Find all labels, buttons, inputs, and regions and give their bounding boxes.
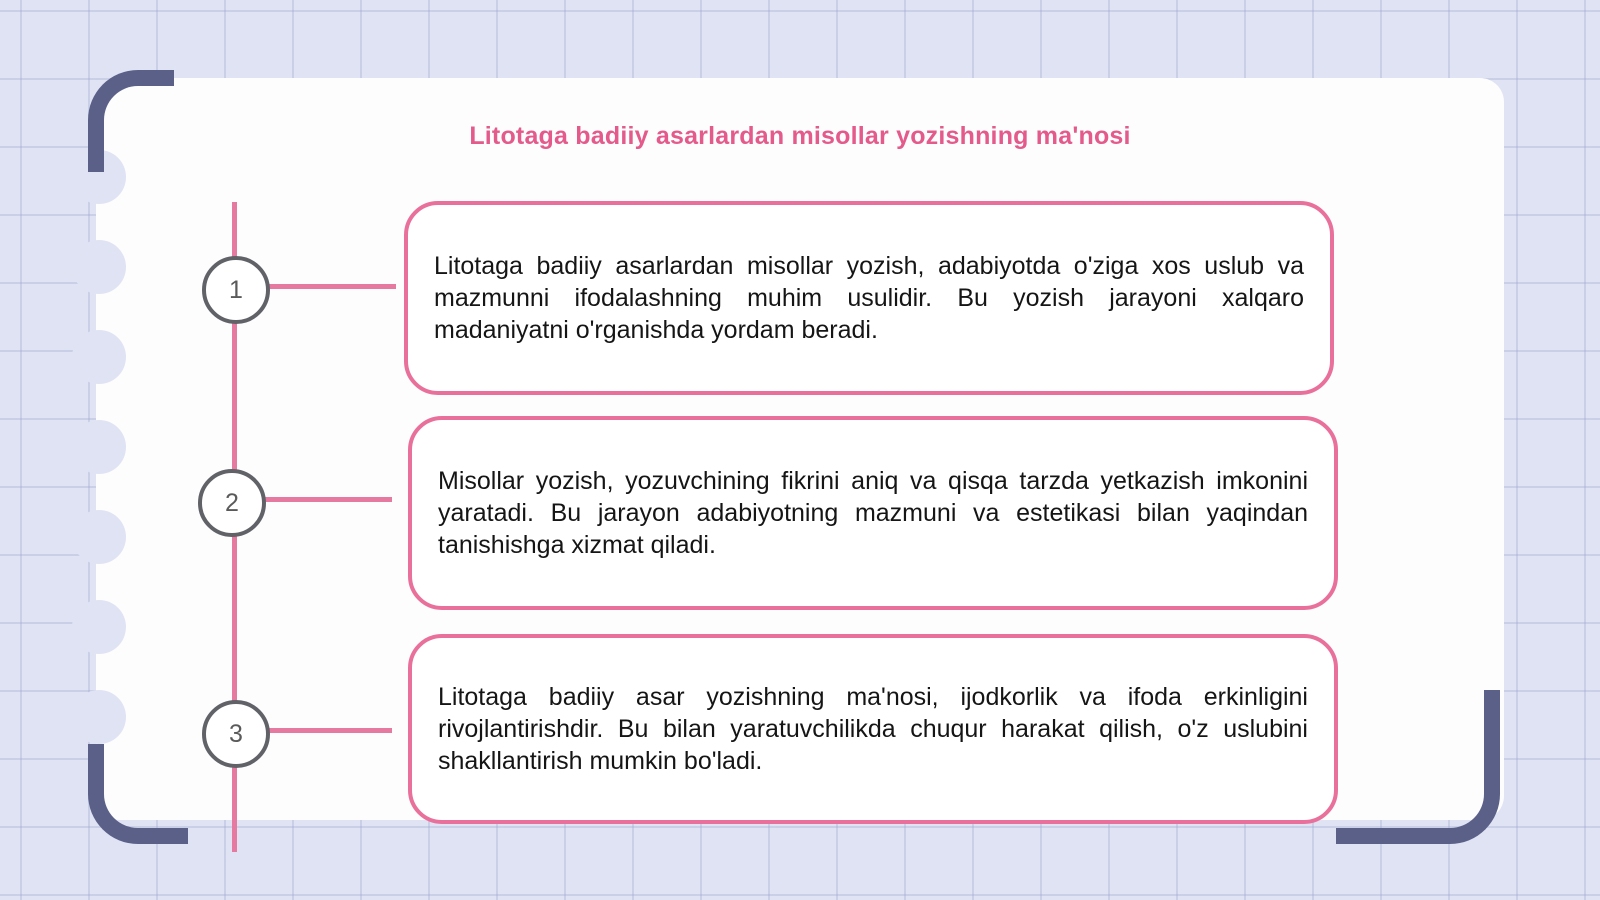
paper-notch — [72, 510, 126, 564]
timeline-card-text: Litotaga badiiy asar yozishning ma'nosi, ijodkorlik va ifoda erkinligini rivojlantirishdir. Bu bilan yaratuvchilikda chuqur harakat qilish, o'z uslubini shakllantirish mumkin bo'ladi. — [438, 683, 1308, 775]
paper-notch — [72, 690, 126, 744]
timeline-connector — [262, 284, 396, 289]
timeline-card-2 — [408, 416, 1338, 610]
paper-notch — [72, 420, 126, 474]
paper-notch — [72, 240, 126, 294]
timeline-card-1 — [404, 201, 1334, 395]
corner-bracket-top-left — [88, 70, 174, 172]
timeline-connector — [258, 497, 392, 502]
timeline-connector — [262, 728, 392, 733]
paper-notch — [72, 600, 126, 654]
timeline-marker-1: 1 — [202, 256, 270, 324]
corner-bracket-bottom-right — [1336, 690, 1500, 844]
slide-title: Litotaga badiiy asarlardan misollar yozishning ma'nosi — [469, 122, 1131, 150]
timeline-marker-3: 3 — [202, 700, 270, 768]
timeline-marker-2: 2 — [198, 469, 266, 537]
timeline-card-text: Misollar yozish, yozuvchining fikrini aniq va qisqa tarzda yetkazish imkonini yaratadi. Bu jarayon adabiyotning mazmuni va estetikasi bilan yaqindan tanishishga xizmat qiladi. — [438, 467, 1308, 559]
corner-bracket-bottom-left — [88, 744, 188, 844]
paper-notch — [72, 330, 126, 384]
timeline-card-text: Litotaga badiiy asarlardan misollar yozish, adabiyotda o'ziga xos uslub va mazmunni ifodalashning muhim usulidir. Bu yozish jarayoni xalqaro madaniyatni o'rganishda yordam beradi. — [434, 252, 1304, 344]
timeline-card-3 — [408, 634, 1338, 824]
